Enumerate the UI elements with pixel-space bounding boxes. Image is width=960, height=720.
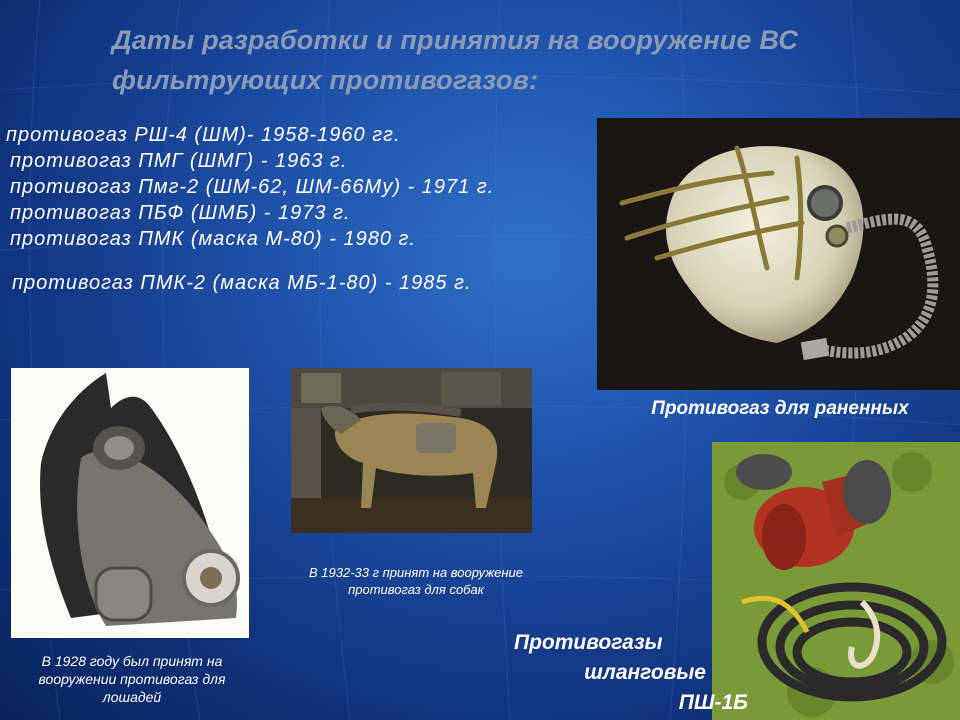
list-item: противогаз ПБФ (ШМБ) - 1973 г. bbox=[10, 202, 351, 224]
hose-gas-mask-photo bbox=[712, 442, 960, 720]
dog-gas-mask-photo bbox=[291, 368, 532, 533]
horse-gas-mask-photo bbox=[11, 368, 249, 638]
hose-caption-line-3: ПШ-1Б bbox=[678, 691, 748, 714]
hose-caption-line-2: шланговые bbox=[584, 661, 706, 684]
wounded-caption: Противогаз для раненных bbox=[651, 398, 909, 419]
title-line-2: фильтрующих противогазов: bbox=[112, 65, 539, 95]
horse-caption: В 1928 году был принят на вооружении противогаз для лошадей bbox=[38, 653, 226, 705]
list-item: противогаз Пмг-2 (ШМ-62, ШМ-66Му) - 1971 г. bbox=[10, 176, 495, 198]
slide-title bbox=[112, 20, 892, 100]
list-item: противогаз ПМК-2 (маска МБ-1-80) - 1985 г. bbox=[12, 272, 472, 294]
list-item: противогаз ПМГ (ШМГ) - 1963 г. bbox=[10, 150, 348, 172]
hose-caption bbox=[500, 628, 748, 718]
hose-caption-line-1: Противогазы bbox=[514, 631, 663, 654]
dog-caption: В 1932-33 г принят на вооружение противогаз для собак bbox=[309, 565, 523, 597]
list-item: противогаз ПМК (маска М-80) - 1980 г. bbox=[10, 228, 416, 250]
title-line-1: Даты разработки и принятия на вооружение ВС bbox=[112, 25, 799, 55]
wounded-gas-mask-photo bbox=[597, 118, 960, 390]
list-item: противогаз РШ-4 (ШМ)- 1958-1960 гг. bbox=[6, 124, 401, 146]
